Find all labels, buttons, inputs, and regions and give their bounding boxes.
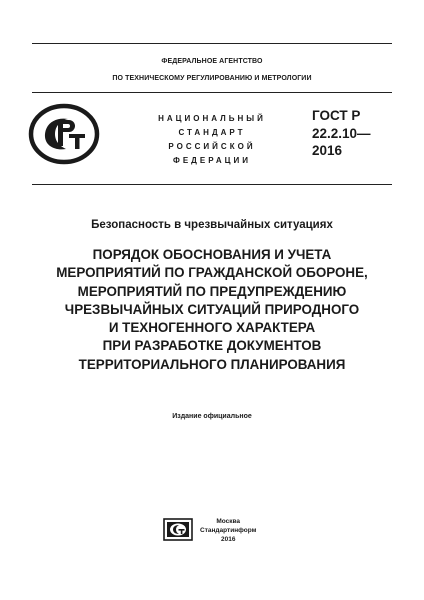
national-standard-label (146, 112, 278, 168)
designation-divider (32, 184, 392, 185)
designation-line: 22.2.10— (312, 125, 371, 141)
standartinform-mark-icon (163, 518, 193, 541)
document-subtitle: Безопасность в чрезвычайных ситуациях (91, 219, 333, 231)
national-line: НАЦИОНАЛЬНЫЙ (158, 114, 266, 123)
agency-line-2: ПО ТЕХНИЧЕСКОМУ РЕГУЛИРОВАНИЮ И МЕТРОЛОГИИ (112, 75, 312, 82)
edition-label: Издание официальное (172, 413, 252, 420)
designation-line: ГОСТ Р (312, 108, 361, 123)
agency-line-1: ФЕДЕРАЛЬНОЕ АГЕНТСТВО (161, 58, 263, 65)
standard-designation (312, 107, 371, 160)
national-line: ФЕДЕРАЦИИ (173, 156, 251, 165)
publisher-info: Москва Стандартинформ 2016 (200, 518, 257, 543)
header-divider (32, 92, 392, 93)
designation-line: 2016 (312, 143, 343, 158)
document-title: ПОРЯДОК ОБОСНОВАНИЯ И УЧЕТА МЕРОПРИЯТИЙ ПО ГРАЖДАНСКОЙ ОБОРОНЕ, МЕРОПРИЯТИЙ ПО ПРЕДУПРЕЖДЕНИЮ ЧРЕЗВЫЧАЙНЫХ СИТУАЦИЙ ПРИРОДНОГО И ТЕХНОГЕННОГО ХАРАКТЕРА ПРИ РАЗРАБОТКЕ ДОКУМЕНТОВ ТЕРРИТОРИАЛЬНОГО ПЛАНИРОВАНИЯ (56, 247, 368, 372)
national-line: СТАНДАРТ (178, 128, 246, 137)
rst-certification-mark-icon (28, 103, 100, 165)
top-rule (32, 43, 392, 44)
national-line: РОССИЙСКОЙ (168, 142, 256, 151)
